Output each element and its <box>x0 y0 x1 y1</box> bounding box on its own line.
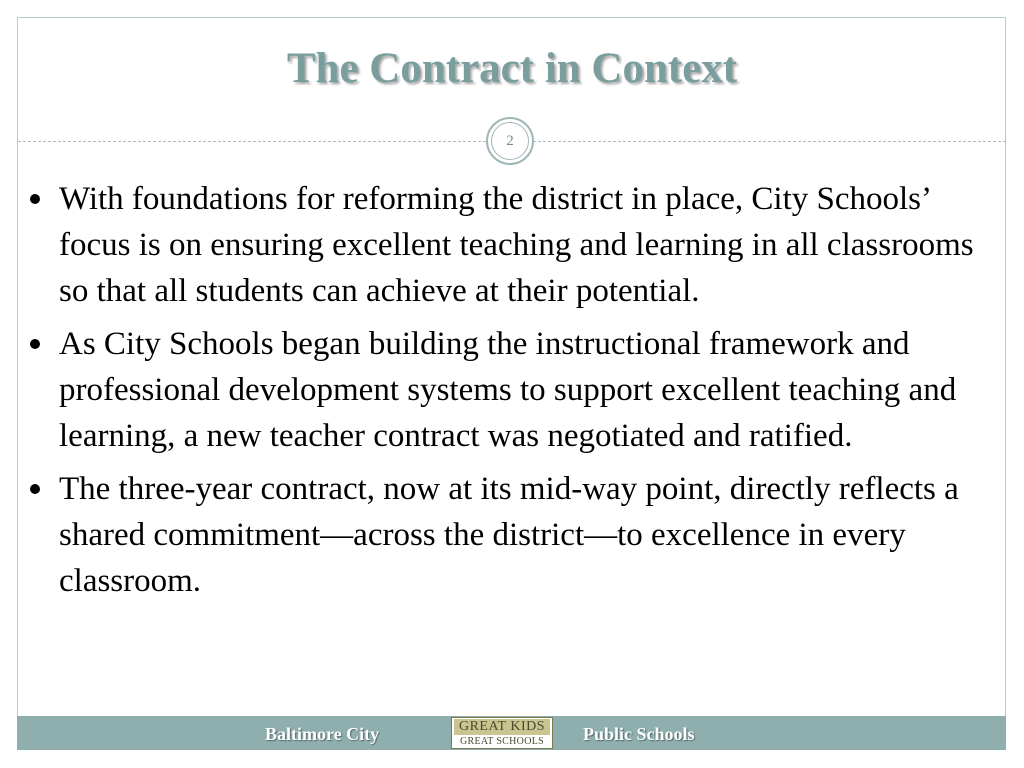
great-kids-logo <box>451 717 553 749</box>
bullet-item <box>30 176 990 314</box>
logo-line-1: GREAT KIDS <box>454 719 550 735</box>
bullet-text: With foundations for reforming the district in place, City Schools’ focus is on ensuring excellent teaching and learning in all classrooms so that all students can achieve at their potential. <box>59 181 974 309</box>
bullet-dot-icon <box>30 194 40 204</box>
bullet-item <box>30 321 990 459</box>
footer-bar <box>17 716 1006 750</box>
logo-line-2: GREAT SCHOOLS <box>459 736 544 747</box>
bullet-item <box>30 466 990 604</box>
bullet-text: As City Schools began building the instructional framework and professional development systems to support excellent teaching and learning, a new teacher contract was negotiated and ratified. <box>59 326 957 454</box>
slide-title: The Contract in Context <box>286 45 738 92</box>
bullet-list <box>30 176 990 611</box>
slide-number-badge <box>486 117 534 165</box>
bullet-dot-icon <box>30 339 40 349</box>
footer-right-text: Public Schools <box>583 724 695 744</box>
bullet-dot-icon <box>30 484 40 494</box>
bullet-text: The three-year contract, now at its mid-way point, directly reflects a shared commitment—across the district—to excellence in every classroom. <box>59 471 959 599</box>
footer-left-text: Baltimore City <box>265 724 380 744</box>
slide-number: 2 <box>491 122 529 160</box>
